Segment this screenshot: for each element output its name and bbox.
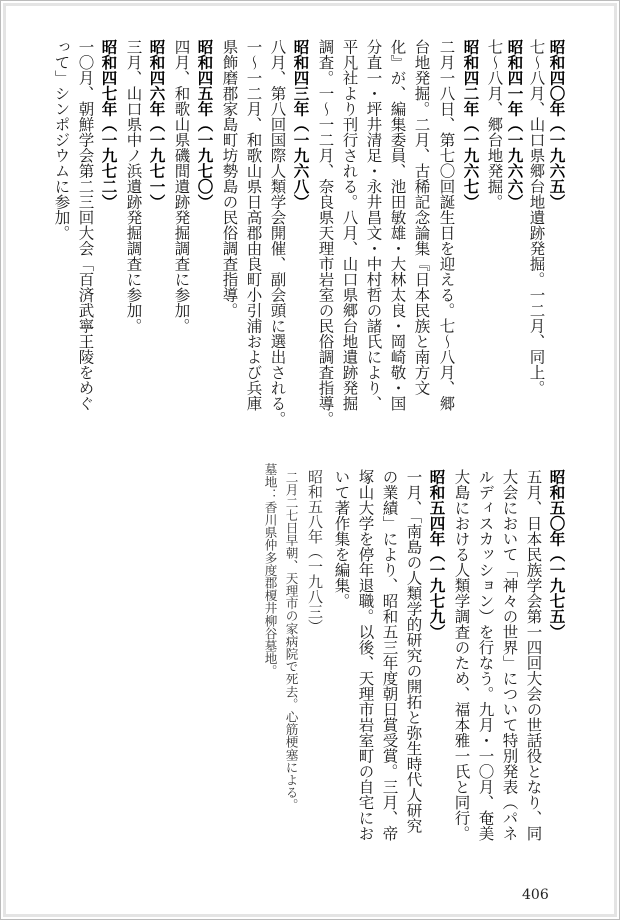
year-heading-1965: 昭和四〇年（一九六五）: [547, 39, 567, 210]
entry-line: 化』が、編集委員、池田敏雄・大林太良・岡崎敬・国: [388, 39, 407, 411]
year-heading-1975: 昭和五〇年（一九七五）: [547, 469, 567, 640]
entry-line: 県飾磨郡家島町坊勢島の民俗調査指導。: [220, 39, 239, 318]
entry-line: 一〇月、朝鮮学会第二三回大会「百済武寧王陵をめぐ: [76, 39, 95, 411]
year-heading-1966: 昭和四一年（一九六六）: [505, 39, 525, 210]
entry-line: 八月、第八回国際人類学会開催、副会頭に選出される。: [268, 39, 287, 427]
entry-line: 塚山大学を停年退職。以後、天理市岩室町の自宅にお: [356, 469, 375, 841]
entry-line: 三月、山口県中ノ浜遺跡発掘調査に参加。: [124, 39, 143, 334]
year-heading-1972: 昭和四七年（一九七二）: [99, 39, 119, 210]
entry-line: 五月、日本民族学会第一四回大会の世話役となり、同: [524, 469, 543, 841]
entry-line: って」シンポジウムに参加。: [52, 39, 71, 241]
entry-line: ルディスカッション）を行なう。九月・一〇月、奄美: [476, 469, 495, 841]
entry-line: の業績」により、昭和五三年度朝日賞受賞。三月、帝: [380, 469, 399, 841]
entry-line: いて著作集を編集。: [332, 469, 351, 609]
entry-line: 平凡社より刊行される。八月、山口県郷台地遺跡発掘: [340, 39, 359, 411]
entry-line: 一月、「南島の人類学的研究の開拓と弥生時代人研究: [404, 469, 423, 834]
entry-line: 大会において「神々の世界」について特別発表（パネ: [500, 469, 519, 841]
entry-line: 四月、和歌山県磯間遺跡発掘調査に参加。: [172, 39, 191, 334]
year-heading-1970: 昭和四五年（一九七〇）: [195, 39, 215, 210]
year-heading-1971: 昭和四六年（一九七一）: [147, 39, 167, 210]
entry-line: 分直一・坪井清足・永井昌文・中村哲の諸氏により、: [364, 39, 383, 411]
entry-line: 墓地：香川県仲多度郡榎井柳谷墓地。: [262, 463, 278, 678]
entry-line: 七～八月、郷台地発掘。: [485, 39, 504, 210]
year-heading-1979: 昭和五四年（一九七九）: [427, 469, 447, 640]
entry-line: 二月二七日早朝、天理市の家病院で死去。心筋梗塞による。: [283, 471, 299, 812]
entry-line: 大島における人類学調査のため、福本雅一氏と同行。: [452, 469, 471, 841]
entry-line: 二月一八日、第七〇回誕生日を迎える。七～八月、郷: [437, 39, 456, 411]
year-heading-1967: 昭和四二年（一九六七）: [461, 39, 481, 210]
entry-line: 七～八月、山口県郷台地遺跡発掘。一二月、同上。: [527, 39, 546, 396]
year-heading-1968: 昭和四三年（一九六八）: [291, 39, 311, 210]
entry-line: 調査。一〜一二月、奈良県天理市岩室の民俗調査指導。: [316, 39, 335, 427]
entry-line: 一〜一二月、和歌山県日高郡由良町小引浦および兵庫: [244, 39, 263, 411]
entry-line: 台地発掘。二月、古稀記念論集『日本民族と南方文: [412, 39, 431, 396]
page-number: 406: [522, 887, 549, 903]
year-heading-1983: 昭和五八年（一九八三）: [306, 469, 324, 634]
